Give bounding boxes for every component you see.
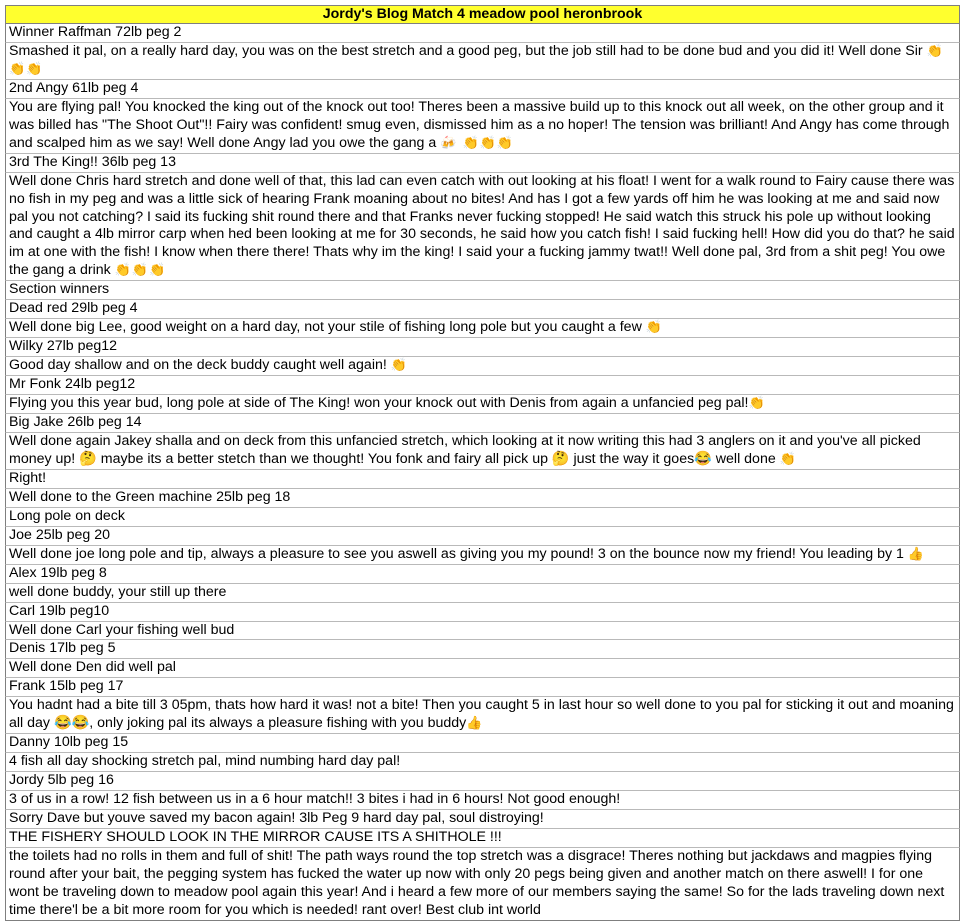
- sheet-row[interactable]: [5, 734, 960, 753]
- emoji-icon: 👏👏👏: [9, 43, 944, 77]
- sheet-row[interactable]: [5, 584, 960, 603]
- row-text: Well done Chris hard stretch and done well of that, this lad can even catch with out looking at his float! I went for a walk round to Fairy cause there was no fish in my peg and was a little sick of hearing Frank moaning about no bites! And has I got a few yards off him he was looking at me and said now pal you not catching? I said its fucking shit round there and that Franks never fucking stopped! He said watch this struck his pole up without looking and caught a 4lb mirror carp when hed been looking at me for 30 seconds, he said how you catch fish! I said fucking hell! How did you do that? he said im at one with the fish! I know when there there! Thats why im the king! I said your a fucking jammy twat!! Well done pal, 3rd from a shit peg! You owe the gang a drink: [9, 172, 955, 279]
- row-text: Well done big Lee, good weight on a hard day, not your stile of fishing long pole but you caught a few: [9, 319, 646, 336]
- sheet-row[interactable]: [5, 470, 960, 489]
- sheet-row[interactable]: [5, 678, 960, 697]
- row-text: Joe 25lb peg 20: [9, 526, 110, 543]
- sheet-row[interactable]: [5, 338, 960, 357]
- sheet-row[interactable]: [5, 80, 960, 99]
- row-text: You are flying pal! You knocked the king out of the knock out too! Theres been a massive build up to this knock out all week, on the other group and it was billed has "The Shoot Out"!! Fairy was confident! smug even, dismissed him as a no hoper! The tension was brilliant! And Angy has come through and scalped him as we say! Well done Angy lad you owe the gang a: [9, 98, 950, 151]
- row-text: Section winners: [9, 281, 110, 298]
- sheet-row[interactable]: [5, 173, 960, 282]
- sheet-row[interactable]: [5, 300, 960, 319]
- sheet-row[interactable]: [5, 565, 960, 584]
- sheet-row[interactable]: [5, 376, 960, 395]
- row-text: 4 fish all day shocking stretch pal, mind numbing hard day pal!: [9, 753, 401, 770]
- sheet-row[interactable]: [5, 508, 960, 527]
- row-text: Flying you this year bud, long pole at side of The King! won your knock out with Denis from again a unfancied peg pal!: [9, 395, 749, 412]
- row-text: Well done Carl your fishing well bud: [9, 621, 235, 638]
- row-text: Long pole on deck: [9, 507, 125, 524]
- sheet-row[interactable]: [5, 546, 960, 565]
- sheet-row[interactable]: [5, 395, 960, 414]
- sheet-row[interactable]: [5, 527, 960, 546]
- sheet-row[interactable]: [5, 603, 960, 622]
- sheet-row[interactable]: [5, 99, 960, 154]
- emoji-icon: 👏: [645, 320, 663, 336]
- row-text: Denis 17lb peg 5: [9, 640, 116, 657]
- sheet-title[interactable]: Jordy's Blog Match 4 meadow pool heronbrook: [5, 6, 960, 24]
- sheet-row[interactable]: [5, 640, 960, 659]
- row-text: Dead red 29lb peg 4: [9, 300, 138, 317]
- row-text: Well done Den did well pal: [9, 659, 176, 676]
- row-text: Big Jake 26lb peg 14: [9, 414, 142, 431]
- row-text: Mr Fonk 24lb peg12: [9, 376, 136, 393]
- emoji-icon: 👏: [779, 451, 797, 467]
- sheet-row[interactable]: [5, 791, 960, 810]
- emoji-icon: 👏👏👏: [114, 263, 167, 279]
- sheet-row[interactable]: [5, 810, 960, 829]
- sheet-row[interactable]: [5, 697, 960, 734]
- row-text: Sorry Dave but youve saved my bacon again! 3lb Peg 9 hard day pal, soul distroying!: [9, 810, 544, 827]
- row-text: Smashed it pal, on a really hard day, you was on the best stretch and a good peg, but the job still had to be done bud and you did it! Well done Sir: [9, 42, 927, 59]
- emoji-icon: 👏: [748, 396, 766, 412]
- emoji-icon: 👏: [390, 358, 408, 374]
- sheet-row[interactable]: [5, 848, 960, 921]
- sheet-row[interactable]: [5, 24, 960, 43]
- sheet-row[interactable]: [5, 154, 960, 173]
- row-text: 3 of us in a row! 12 fish between us in a 6 hour match!! 3 bites i had in 6 hours! Not good enough!: [9, 791, 621, 808]
- emoji-icon: 🍻 👏👏👏: [440, 135, 515, 151]
- row-text: Jordy 5lb peg 16: [9, 772, 114, 789]
- row-text: Carl 19lb peg10: [9, 602, 110, 619]
- row-text: Right!: [9, 469, 47, 486]
- sheet-row[interactable]: [5, 281, 960, 300]
- row-text: Good day shallow and on the deck buddy caught well again!: [9, 357, 391, 374]
- row-text: Frank 15lb peg 17: [9, 678, 124, 695]
- row-text: Well done to the Green machine 25lb peg 18: [9, 488, 291, 505]
- row-text: Danny 10lb peg 15: [9, 734, 129, 751]
- row-text: Well done again Jakey shalla and on deck from this unfancied stretch, which looking at it now writing this had 3 anglers on it and you've all picked money up! 🤔 maybe its a better stetch than we thought! You fonk and fairy all pick up 🤔 just the way it goes😂 well done: [9, 432, 921, 467]
- row-text: THE FISHERY SHOULD LOOK IN THE MIRROR CAUSE ITS A SHITHOLE !!!: [9, 828, 502, 845]
- spreadsheet: [5, 5, 960, 921]
- sheet-row[interactable]: [5, 489, 960, 508]
- sheet-row[interactable]: [5, 433, 960, 470]
- emoji-icon: 👍: [907, 546, 926, 562]
- row-text: the toilets had no rolls in them and full of shit! The path ways round the top stretch was a disgrace! Theres nothing but jackdaws and magpies flying round after your bait, the pegging system has fucked the water up now with only 20 pegs being given and another match on there aswell! I for one wont be traveling down to meadow pool again this year! And i heard a few more of our members saying the same! So for the lads traveling down next time there'l be a bit more room for you which is needed! rant over! Best club int world: [9, 847, 945, 918]
- row-text: You hadnt had a bite till 3 05pm, thats how hard it was! not a bite! Then you caught 5 in last hour so well done to you pal for sticking it out and moaning all day 😂😂, only joking pal its always a pleasure fishing with you buddy: [9, 697, 954, 732]
- row-text: 3rd The King!! 36lb peg 13: [9, 153, 176, 170]
- row-text: Well done joe long pole and tip, always a pleasure to see you aswell as giving you my pound! 3 on the bounce now my friend! You leading by 1: [9, 545, 908, 562]
- sheet-row[interactable]: [5, 319, 960, 338]
- sheet-row[interactable]: [5, 414, 960, 433]
- sheet-row[interactable]: [5, 622, 960, 641]
- row-text: well done buddy, your still up there: [9, 583, 227, 600]
- row-text: Alex 19lb peg 8: [9, 564, 107, 581]
- emoji-icon: 👍: [466, 716, 484, 732]
- row-text: Winner Raffman 72lb peg 2: [9, 24, 182, 40]
- sheet-row[interactable]: [5, 43, 960, 80]
- sheet-row[interactable]: [5, 829, 960, 848]
- sheet-row[interactable]: [5, 772, 960, 791]
- sheet-row[interactable]: [5, 357, 960, 376]
- sheet-row[interactable]: [5, 659, 960, 678]
- row-text: Wilky 27lb peg12: [9, 338, 118, 355]
- row-text: 2nd Angy 61lb peg 4: [9, 79, 139, 96]
- sheet-row[interactable]: [5, 753, 960, 772]
- sheet-rows: [5, 24, 960, 921]
